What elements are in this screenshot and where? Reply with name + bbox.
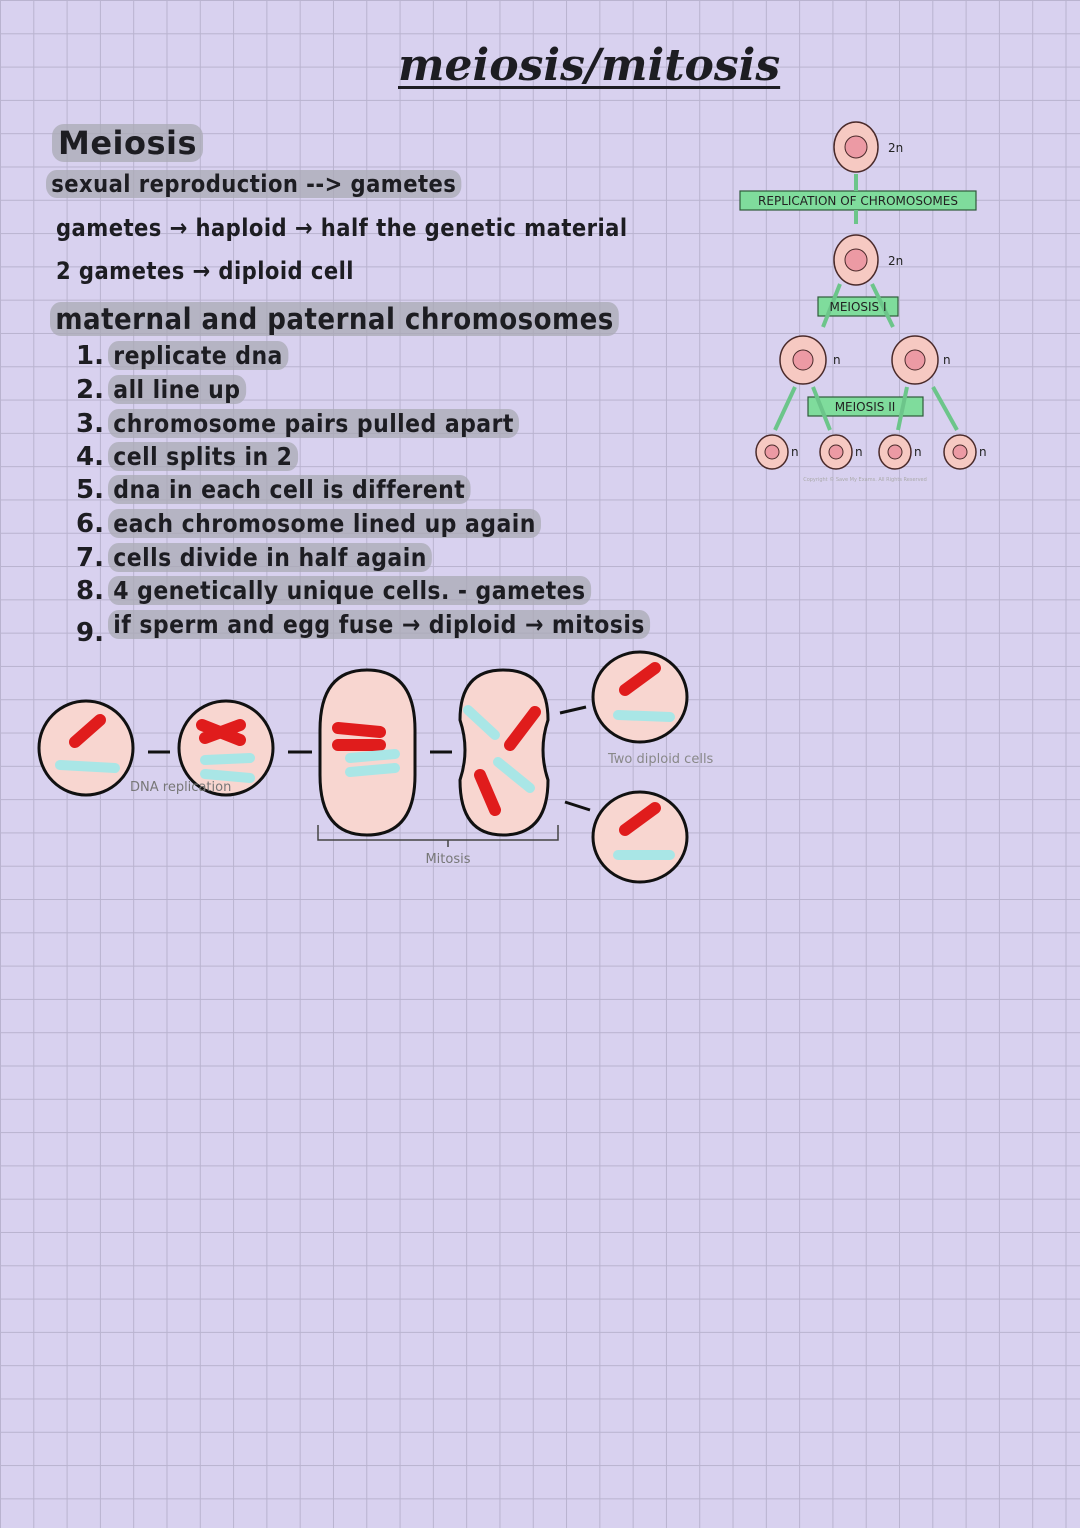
svg-text:Copyright © Save My Exams. All: Copyright © Save My Exams. All Rights Reserved (803, 477, 927, 483)
mitosis-label: Mitosis (425, 852, 471, 867)
meiosis-heading: Meiosis (52, 124, 203, 162)
step-number: 3. (76, 409, 104, 439)
replication-label: REPLICATION OF CHROMOSOMES (758, 194, 958, 208)
step-number: 9. (76, 618, 104, 648)
step-number: 7. (76, 543, 104, 573)
svg-text:n: n (855, 445, 863, 459)
note-line: gametes → haploid → half the genetic material (56, 214, 628, 242)
step-text: cells divide in half again (108, 543, 432, 572)
meiosis-diagram (735, 112, 995, 492)
mitosis-diagram (30, 650, 714, 890)
step-text: chromosome pairs pulled apart (108, 409, 519, 438)
two-diploid-label: Two diploid cells (608, 752, 714, 767)
step-text: cell splits in 2 (108, 442, 298, 471)
step-number: 4. (76, 442, 104, 472)
step-text: each chromosome lined up again (108, 509, 541, 538)
note-line: 2 gametes → diploid cell (56, 257, 354, 285)
subheading: maternal and paternal chromosomes (50, 302, 619, 336)
step-number: 6. (76, 509, 104, 539)
svg-text:n: n (791, 445, 799, 459)
meiosis2-label: MEIOSIS II (834, 400, 896, 414)
step-number: 5. (76, 475, 104, 505)
step-number: 1. (76, 341, 104, 371)
dna-replication-label: DNA replication (130, 780, 232, 795)
svg-text:n: n (833, 353, 841, 367)
note-line: sexual reproduction --> gametes (46, 170, 462, 198)
step-text: replicate dna (108, 341, 288, 370)
step-text: all line up (108, 375, 246, 404)
step-text: 4 genetically unique cells. - gametes (108, 576, 591, 605)
meiosis1-label: MEIOSIS I (829, 300, 887, 314)
svg-text:2n: 2n (888, 141, 904, 155)
page-title: meiosis/mitosis (398, 40, 781, 91)
svg-text:n: n (943, 353, 951, 367)
svg-text:n: n (979, 445, 987, 459)
step-number: 2. (76, 375, 104, 405)
step-number: 8. (76, 576, 104, 606)
step-text: dna in each cell is different (108, 475, 471, 504)
step-text: if sperm and egg fuse → diploid → mitosis (108, 610, 650, 639)
svg-text:2n: 2n (888, 254, 904, 268)
svg-text:n: n (914, 445, 922, 459)
